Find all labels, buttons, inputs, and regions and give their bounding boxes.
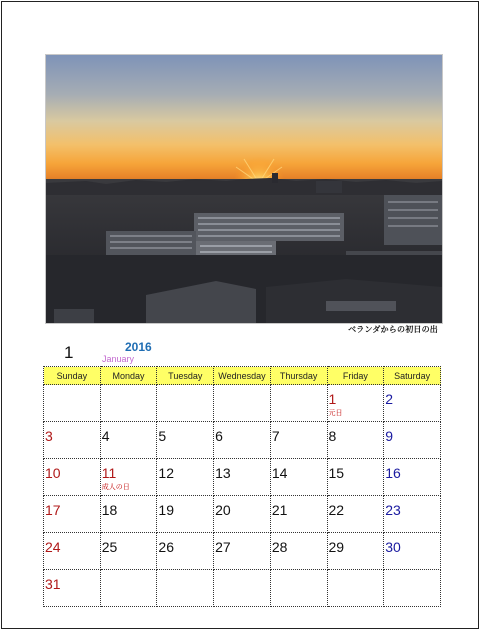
day-number: 1	[328, 391, 337, 407]
day-cell	[214, 459, 271, 496]
day-cell	[100, 496, 157, 533]
day-number: 5	[158, 428, 167, 444]
day-number	[101, 385, 157, 391]
month-name: January	[102, 354, 135, 364]
day-cell	[327, 533, 384, 570]
day-cell	[327, 570, 384, 607]
sunrise-photo	[45, 54, 443, 324]
weekday-sunday: Sunday	[44, 367, 101, 385]
weekday-wednesday: Wednesday	[214, 367, 271, 385]
day-cell	[384, 570, 441, 607]
day-cell	[44, 459, 101, 496]
weekday-friday: Friday	[327, 367, 384, 385]
holiday-note: 成人の日	[101, 483, 130, 491]
day-cell	[270, 385, 327, 422]
day-cell	[100, 570, 157, 607]
day-number: 28	[271, 539, 288, 555]
calendar-grid	[43, 366, 441, 607]
day-number: 16	[385, 465, 401, 481]
day-cell	[270, 459, 327, 496]
sunrise-photo-image	[46, 55, 442, 323]
day-cell	[214, 570, 271, 607]
day-cell	[157, 385, 214, 422]
photo-caption: ベランダからの初日の出	[348, 325, 438, 334]
day-cell	[384, 422, 441, 459]
day-cell	[44, 570, 101, 607]
day-number: 13	[215, 465, 231, 481]
weekday-header-row	[44, 367, 441, 385]
day-cell	[157, 422, 214, 459]
day-cell	[214, 533, 271, 570]
day-number	[157, 570, 213, 576]
day-cell	[214, 496, 271, 533]
day-number: 11	[101, 465, 117, 481]
day-cell	[44, 533, 101, 570]
weekday-saturday: Saturday	[384, 367, 441, 385]
day-number: 6	[215, 428, 223, 444]
day-number: 15	[328, 465, 345, 481]
day-number	[271, 570, 327, 576]
day-cell	[214, 422, 271, 459]
day-number: 18	[101, 502, 118, 518]
day-cell	[327, 459, 384, 496]
day-number	[214, 570, 270, 576]
day-cell	[384, 496, 441, 533]
day-number: 22	[328, 502, 345, 518]
week-row	[44, 533, 441, 570]
weekday-tuesday: Tuesday	[157, 367, 214, 385]
holiday-note: 元日	[328, 409, 343, 417]
day-cell	[44, 385, 101, 422]
month-number: 1	[64, 343, 74, 362]
day-cell	[100, 459, 157, 496]
day-number: 31	[45, 576, 61, 592]
day-number: 7	[271, 428, 280, 444]
year-label: 2016	[125, 340, 152, 354]
day-number: 9	[385, 428, 394, 444]
calendar-page	[1, 1, 479, 629]
day-number: 20	[215, 502, 231, 518]
day-number	[44, 385, 100, 391]
week-row	[44, 496, 441, 533]
weekday-thursday: Thursday	[270, 367, 327, 385]
day-cell	[327, 422, 384, 459]
day-cell	[384, 533, 441, 570]
day-number: 19	[158, 502, 174, 518]
day-cell	[100, 533, 157, 570]
day-cell	[157, 496, 214, 533]
day-number	[101, 570, 157, 576]
day-number	[384, 570, 440, 576]
day-number	[214, 385, 270, 391]
day-number	[271, 385, 327, 391]
day-cell	[44, 422, 101, 459]
day-cell	[384, 459, 441, 496]
day-cell	[270, 533, 327, 570]
day-cell	[44, 496, 101, 533]
week-row	[44, 422, 441, 459]
day-cell	[384, 385, 441, 422]
week-row	[44, 385, 441, 422]
day-number: 10	[45, 465, 61, 481]
day-cell	[270, 496, 327, 533]
day-number	[328, 570, 384, 576]
day-number: 3	[45, 428, 53, 444]
week-row	[44, 570, 441, 607]
day-cell	[270, 422, 327, 459]
day-number: 24	[45, 539, 61, 555]
day-number: 26	[158, 539, 174, 555]
day-cell	[100, 385, 157, 422]
day-number: 8	[328, 428, 337, 444]
day-number: 14	[271, 465, 288, 481]
day-number: 27	[215, 539, 231, 555]
day-number: 21	[271, 502, 288, 518]
day-number: 17	[45, 502, 61, 518]
day-number	[157, 385, 213, 391]
day-cell	[327, 496, 384, 533]
day-cell	[327, 385, 384, 422]
day-cell	[157, 533, 214, 570]
day-cell	[157, 459, 214, 496]
day-number: 25	[101, 539, 118, 555]
day-number: 23	[385, 502, 401, 518]
weekday-monday: Monday	[100, 367, 157, 385]
day-number: 2	[385, 391, 394, 407]
day-cell	[270, 570, 327, 607]
day-cell	[214, 385, 271, 422]
week-row	[44, 459, 441, 496]
day-cell	[100, 422, 157, 459]
day-number: 4	[101, 428, 110, 444]
day-number: 12	[158, 465, 174, 481]
day-cell	[157, 570, 214, 607]
day-number: 30	[385, 539, 401, 555]
day-number: 29	[328, 539, 345, 555]
